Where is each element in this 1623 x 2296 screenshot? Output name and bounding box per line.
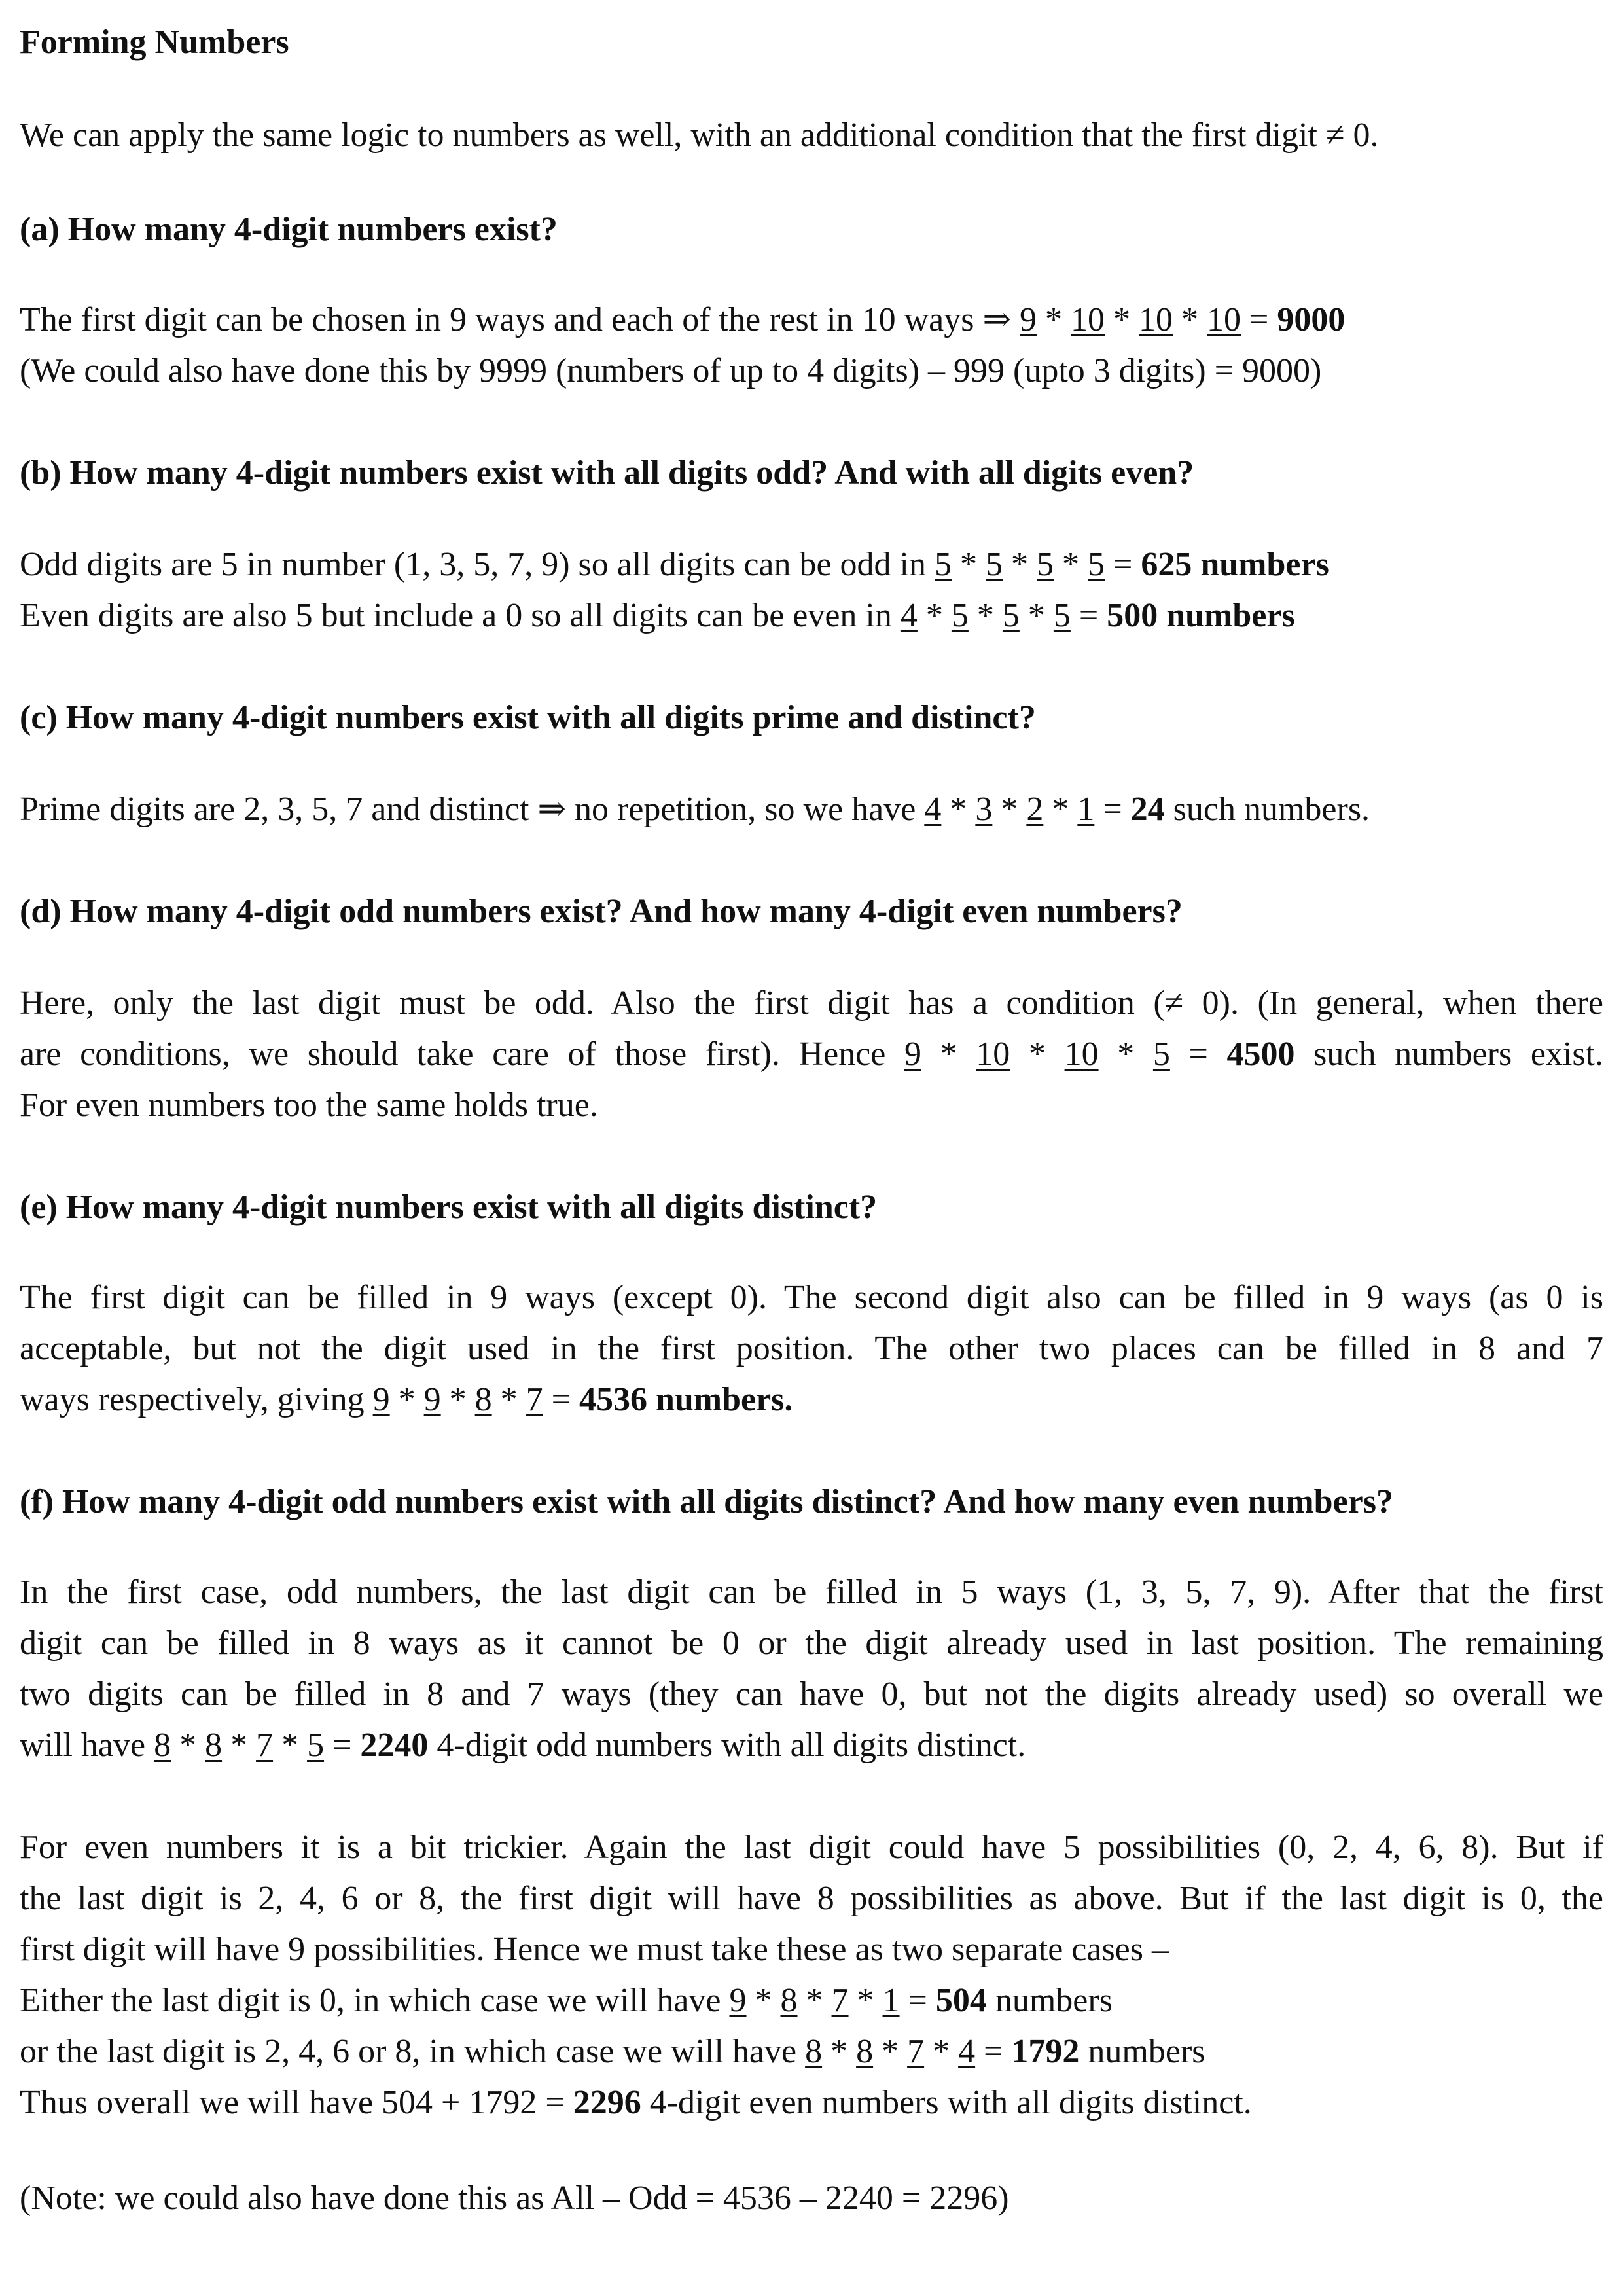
answer-f-p2-line-2: the last digit is 2, 4, 6 or 8, the first digit will have 8 possibilities as above. But if the last digit is 0, the (20, 1880, 1603, 1917)
factor: 5 (307, 1727, 325, 1764)
factor: 10 (1064, 1035, 1099, 1073)
times-sign: * (941, 791, 976, 828)
answer-b-line-2 (20, 594, 1295, 637)
factor: 9 (1020, 301, 1037, 338)
factor: 9 (729, 1982, 747, 2019)
factor: 9 (372, 1381, 390, 1418)
question-b: (b) How many 4-digit numbers exist with all digits odd? And with all digits even? (20, 454, 1194, 492)
answer-f-p2-line-5 (20, 2030, 1205, 2073)
answer-d-line-1: Here, only the last digit must be odd. Also the first digit has a condition (≠ 0). (In general, when there (20, 984, 1603, 1022)
times-sign: * (1098, 1035, 1153, 1073)
times-sign: * (924, 2033, 959, 2070)
result: 24 (1130, 791, 1165, 828)
answer-f-text: will have (20, 1727, 154, 1764)
answer-f-p2-line-1: For even numbers it is a bit trickier. Again the last digit could have 5 possibilities (0, 2, 4, 6, 8). But if (20, 1829, 1603, 1866)
answer-f-p2-line-6 (20, 2081, 1252, 2125)
answer-f-text: Either the last digit is 0, in which case we will have (20, 1982, 730, 2019)
equals-sign: = (1094, 791, 1131, 828)
times-sign: * (746, 1982, 781, 2019)
answer-e-line-1: The first digit can be filled in 9 ways (except 0). The second digit also can be filled in 9 ways (as 0 is (20, 1279, 1603, 1316)
factor: 5 (1152, 1035, 1170, 1073)
times-sign: * (1105, 301, 1139, 338)
times-sign: * (917, 597, 952, 634)
factor: 7 (831, 1982, 849, 2019)
factor: 5 (1002, 597, 1020, 634)
result: 2296 (573, 2084, 641, 2121)
times-sign: * (1054, 546, 1088, 583)
answer-f-p1-line-3: two digits can be filled in 8 and 7 ways (they can have 0, but not the digits already used) so overall we (20, 1676, 1603, 1713)
factor: 5 (935, 546, 952, 583)
answer-e-line-3 (20, 1378, 793, 1422)
equals-sign: = (975, 2033, 1012, 2070)
question-a: (a) How many 4-digit numbers exist? (20, 211, 558, 248)
answer-d-line-3: For even numbers too the same holds true. (20, 1086, 598, 1124)
question-f: (f) How many 4-digit odd numbers exist with all digits distinct? And how many even numbers? (20, 1483, 1393, 1520)
answer-d-text-end: such numbers exist. (1294, 1035, 1604, 1073)
factor: 9 (423, 1381, 441, 1418)
times-sign: * (848, 1982, 883, 2019)
document-page (20, 0, 1603, 2296)
times-sign: * (992, 791, 1027, 828)
times-sign: * (222, 1727, 257, 1764)
answer-a-line-2: (We could also have done this by 9999 (numbers of up to 4 digits) – 999 (upto 3 digits) = 9000) (20, 352, 1322, 389)
factor: 5 (951, 597, 969, 634)
question-e: (e) How many 4-digit numbers exist with all digits distinct? (20, 1189, 878, 1226)
result: 504 (935, 1982, 987, 2019)
result: 1792 (1011, 2033, 1080, 2070)
page-title: Forming Numbers (20, 24, 289, 61)
times-sign: * (171, 1727, 205, 1764)
answer-f-p2-line-3: first digit will have 9 possibilities. Hence we must take these as two separate cases – (20, 1931, 1169, 1968)
answer-b-text: Odd digits are 5 in number (1, 3, 5, 7, 9) so all digits can be odd in (20, 546, 935, 583)
answer-c-text-end: such numbers. (1164, 791, 1370, 828)
result: 4536 numbers. (579, 1381, 793, 1418)
answer-f-text-end: 4-digit odd numbers with all digits distinct. (428, 1727, 1026, 1764)
factor: 3 (975, 791, 993, 828)
times-sign: * (968, 597, 1003, 634)
answer-f-text: Thus overall we will have 504 + 1792 = (20, 2084, 573, 2121)
equals-sign: = (1105, 546, 1141, 583)
times-sign: * (1019, 597, 1054, 634)
result: 2240 (360, 1727, 429, 1764)
factor: 5 (1053, 597, 1071, 634)
answer-f-text-end: 4-digit even numbers with all digits distinct. (641, 2084, 1252, 2121)
factor: 4 (924, 791, 942, 828)
factor: 10 (1139, 301, 1173, 338)
answer-c-text: Prime digits are 2, 3, 5, 7 and distinct ⇒ no repetition, so we have (20, 791, 925, 828)
answer-f-p1-line-4 (20, 1724, 1026, 1767)
factor: 10 (976, 1035, 1010, 1073)
result: 4500 (1226, 1035, 1295, 1073)
times-sign: * (389, 1381, 424, 1418)
answer-a-line-1 (20, 298, 1345, 342)
answer-f-p2-line-4 (20, 1979, 1113, 2022)
times-sign: * (491, 1381, 526, 1418)
factor: 2 (1026, 791, 1044, 828)
answer-d-line-2 (20, 1033, 1603, 1076)
factor: 5 (1088, 546, 1105, 583)
factor: 7 (526, 1381, 543, 1418)
answer-e-line-2: acceptable, but not the digit used in the first position. The other two places can be filled in 8 and 7 (20, 1330, 1603, 1367)
factor: 9 (904, 1035, 921, 1073)
question-d: (d) How many 4-digit odd numbers exist? And how many 4-digit even numbers? (20, 893, 1183, 930)
answer-a-text: The first digit can be chosen in 9 ways and each of the rest in 10 ways ⇒ (20, 301, 1020, 338)
factor: 8 (856, 2033, 874, 2070)
answer-f-text: or the last digit is 2, 4, 6 or 8, in which case we will have (20, 2033, 806, 2070)
answer-e-text: ways respectively, giving (20, 1381, 373, 1418)
times-sign: * (952, 546, 986, 583)
answer-f-text-end: numbers (1079, 2033, 1205, 2070)
times-sign: * (797, 1982, 832, 2019)
answer-f-text-end: numbers (986, 1982, 1113, 2019)
times-sign: * (1173, 301, 1207, 338)
times-sign: * (921, 1035, 976, 1073)
equals-sign: = (1169, 1035, 1227, 1073)
factor: 8 (805, 2033, 823, 2070)
times-sign: * (1003, 546, 1037, 583)
result: 500 numbers (1107, 597, 1295, 634)
factor: 10 (1207, 301, 1241, 338)
times-sign: * (1010, 1035, 1065, 1073)
factor: 7 (907, 2033, 925, 2070)
factor: 8 (474, 1381, 492, 1418)
times-sign: * (873, 2033, 908, 2070)
answer-b-text: Even digits are also 5 but include a 0 so all digits can be even in (20, 597, 901, 634)
factor: 8 (780, 1982, 798, 2019)
factor: 4 (958, 2033, 976, 2070)
factor: 7 (256, 1727, 274, 1764)
result: 625 numbers (1141, 546, 1329, 583)
times-sign: * (1037, 301, 1071, 338)
times-sign: * (440, 1381, 475, 1418)
equals-sign: = (1070, 597, 1107, 634)
equals-sign: = (899, 1982, 936, 2019)
times-sign: * (273, 1727, 308, 1764)
factor: 5 (986, 546, 1003, 583)
result: 9000 (1277, 301, 1346, 338)
factor: 8 (205, 1727, 223, 1764)
factor: 1 (1077, 791, 1095, 828)
times-sign: * (1043, 791, 1078, 828)
intro-text: We can apply the same logic to numbers as well, with an additional condition that the first digit ≠ 0. (20, 117, 1379, 154)
answer-f-p1-line-2: digit can be filled in 8 ways as it cannot be 0 or the digit already used in last position. The remaining (20, 1624, 1603, 1662)
note-text: (Note: we could also have done this as All – Odd = 4536 – 2240 = 2296) (20, 2179, 1009, 2217)
factor: 5 (1037, 546, 1054, 583)
answer-f-p1-line-1: In the first case, odd numbers, the last digit can be filled in 5 ways (1, 3, 5, 7, 9). After that the first (20, 1573, 1603, 1611)
factor: 1 (882, 1982, 900, 2019)
answer-c-line-1 (20, 788, 1370, 831)
answer-b-line-1 (20, 543, 1329, 586)
equals-sign: = (1241, 301, 1277, 338)
factor: 10 (1071, 301, 1105, 338)
answer-d-text: are conditions, we should take care of those first). Hence (20, 1035, 904, 1073)
equals-sign: = (543, 1381, 579, 1418)
times-sign: * (822, 2033, 857, 2070)
equals-sign: = (324, 1727, 361, 1764)
factor: 4 (900, 597, 918, 634)
question-c: (c) How many 4-digit numbers exist with all digits prime and distinct? (20, 699, 1036, 736)
factor: 8 (154, 1727, 171, 1764)
